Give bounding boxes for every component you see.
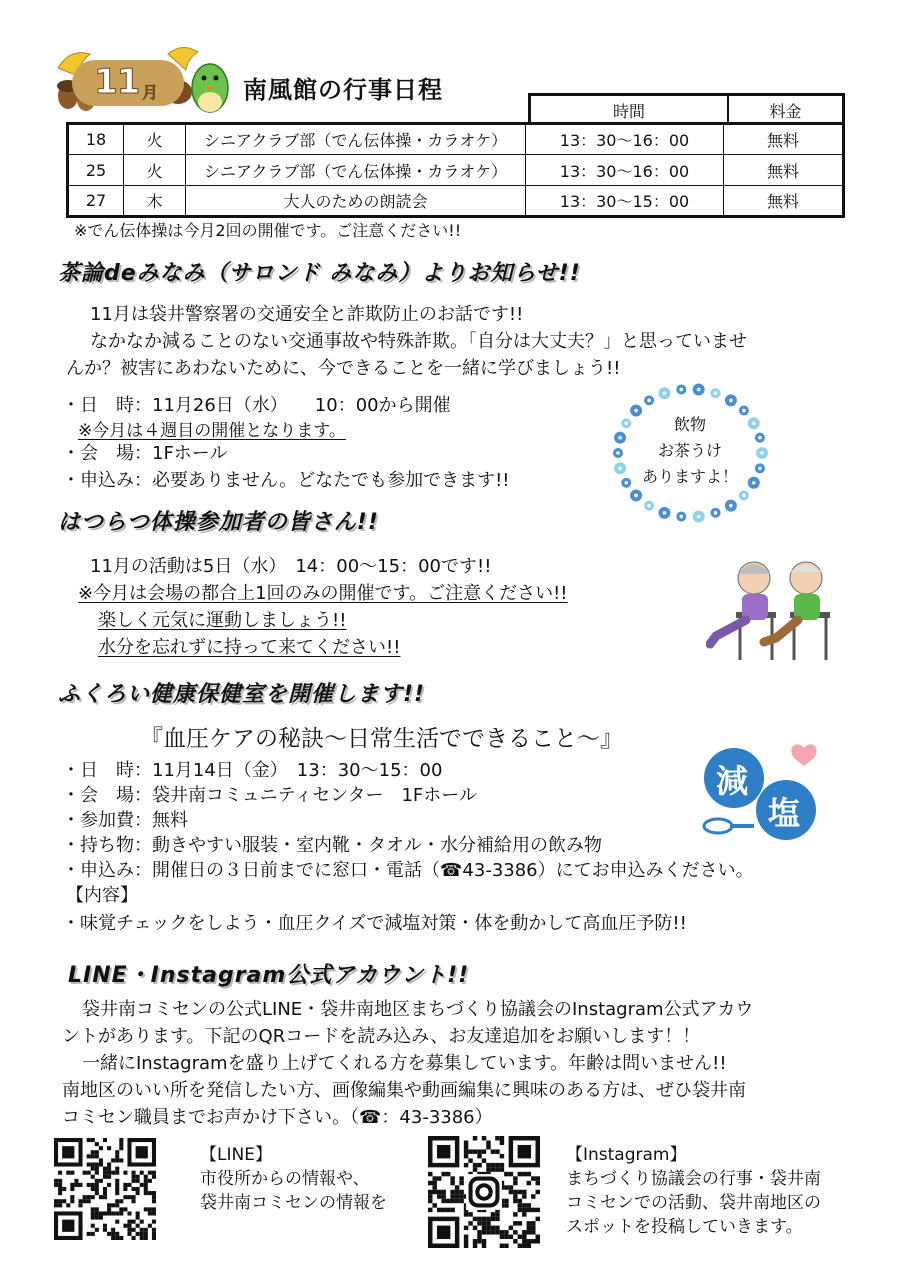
weekday-cell: 火 <box>124 155 186 186</box>
event-cell: シニアクラブ部（でん伝体操・カラオケ） <box>186 124 526 155</box>
salon-paragraph-2a: なかなか減ることのない交通事故や特殊詐欺。「自分は大丈夫？」と思っていませ <box>90 331 747 352</box>
fee-cell: 無料 <box>724 124 844 155</box>
sns-line-4: 南地区のいい所を発信したい方、画像編集や動画編集に興味のある方は、ぜひ袋井南 <box>62 1080 746 1101</box>
salon-paragraph-1: 11月は袋井警察署の交通安全と詐欺防止のお話です!! <box>90 304 524 325</box>
health-apply: ・申込み：開催日の３日前までに窓口・電話（☎43-3386）にてお申込みください。 <box>62 860 754 881</box>
instagram-desc-2: コミセンでの活動、袋井南地区の <box>566 1193 821 1213</box>
sns-line-3: 一緒にInstagramを盛り上げてくれる方を募集しています。年齢は問いません!! <box>82 1053 727 1074</box>
health-heading: ふくろい健康保健室を開催します!! <box>58 682 426 707</box>
health-date: ・日 時：11月14日（金） 13：30〜15：00 <box>62 760 443 781</box>
schedule-table <box>66 122 845 218</box>
weekday-cell: 木 <box>124 186 186 217</box>
fee-cell: 無料 <box>724 155 844 186</box>
exercise-line-2: ※今月は会場の都合上1回のみの開催です。ご注意ください!! <box>78 583 568 604</box>
wreath-text <box>606 412 774 490</box>
wreath-line-1: 飲物 <box>673 415 706 434</box>
page-title: 南風館の行事日程 <box>243 76 443 104</box>
health-content-label: 【内容】 <box>66 885 138 906</box>
elderly-couple-exercise-icon <box>706 552 838 664</box>
low-salt-char-2: 塩 <box>768 794 801 832</box>
exercise-line-3: 楽しく元気に運動しましょう!! <box>98 610 347 631</box>
sns-line-1: 袋井南コミセンの公式LINE・袋井南地区まちづくり協議会のInstagram公式アカウ <box>82 999 754 1020</box>
table-row <box>68 124 844 155</box>
health-fee: ・参加費：無料 <box>62 810 188 831</box>
line-qr-code-icon[interactable] <box>54 1138 166 1240</box>
event-cell: 大人のための朗読会 <box>186 186 526 217</box>
instagram-desc-3: スポットを投稿していきます。 <box>566 1217 803 1237</box>
low-salt-char-1: 減 <box>716 762 749 800</box>
month-number: 11 <box>94 62 140 102</box>
sns-line-2: ントがあります。下記のQRコードを読み込み、お友達追加をお願いします！！ <box>62 1026 701 1047</box>
exercise-heading: はつらつ体操参加者の皆さん!! <box>58 510 379 535</box>
salon-date-note: ※今月は４週目の開催となります。 <box>78 421 346 441</box>
health-subtitle: 『血圧ケアの秘訣〜日常生活でできること〜』 <box>140 726 623 752</box>
salon-heading: 茶論deみなみ（サロンド みなみ）よりお知らせ!! <box>58 261 581 286</box>
month-unit: 月 <box>142 83 159 102</box>
low-salt-icon <box>694 742 830 842</box>
line-info <box>200 1143 387 1215</box>
instagram-info <box>566 1143 821 1239</box>
line-desc-2: 袋井南コミセンの情報を <box>200 1193 387 1213</box>
line-desc-1: 市役所からの情報や、 <box>200 1169 370 1189</box>
line-label: 【LINE】 <box>200 1145 272 1165</box>
weekday-cell: 火 <box>124 124 186 155</box>
flower-wreath <box>606 378 774 528</box>
schedule-note: ※でん伝体操は今月2回の開催です。ご注意ください!! <box>74 221 462 240</box>
day-cell: 25 <box>68 155 124 186</box>
day-cell: 18 <box>68 124 124 155</box>
sns-line-5: コミセン職員までお声かけ下さい。（☎：43-3386） <box>62 1107 493 1128</box>
schedule-header <box>528 93 845 124</box>
wreath-line-3: ありますよ！ <box>641 467 738 486</box>
salon-paragraph-2b: んか？被害にあわないために、今できることを一緒に学びましょう!! <box>66 358 621 379</box>
table-row <box>68 186 844 217</box>
month-badge <box>50 44 230 116</box>
table-row <box>68 155 844 186</box>
exercise-line-4: 水分を忘れずに持って来てください!! <box>98 637 401 658</box>
salon-date: ・日 時：11月26日（水） 10：00から開催 <box>62 395 451 416</box>
sns-heading: LINE・Instagram公式アカウント!! <box>68 963 470 988</box>
instagram-qr-code-icon[interactable] <box>428 1136 550 1248</box>
health-bring: ・持ち物：動きやすい服装・室内靴・タオル・水分補給用の飲み物 <box>62 835 602 856</box>
col-time-header: 時間 <box>531 96 729 124</box>
salon-apply: ・申込み：必要ありません。どなたでも参加できます!! <box>62 470 510 491</box>
health-content: ・味覚チェックをしよう・血圧クイズで減塩対策・体を動かして高血圧予防!! <box>62 913 687 934</box>
fee-cell: 無料 <box>724 186 844 217</box>
instagram-label: 【Instagram】 <box>566 1145 687 1165</box>
col-fee-header: 料金 <box>769 101 802 121</box>
time-cell: 13：30〜16：00 <box>526 124 724 155</box>
time-cell: 13：30〜15：00 <box>526 186 724 217</box>
low-salt-illustration <box>694 742 830 842</box>
instagram-desc-1: まちづくり協議会の行事・袋井南 <box>566 1169 821 1189</box>
event-cell: シニアクラブ部（でん伝体操・カラオケ） <box>186 155 526 186</box>
time-cell: 13：30〜16：00 <box>526 155 724 186</box>
exercise-line-1: 11月の活動は5日（水） 14：00〜15：00です!! <box>90 556 492 577</box>
day-cell: 27 <box>68 186 124 217</box>
salon-venue: ・会 場：1Fホール <box>62 443 228 464</box>
wreath-line-2: お茶うけ <box>657 441 722 460</box>
health-venue: ・会 場：袋井南コミュニティセンター 1Fホール <box>62 785 477 806</box>
